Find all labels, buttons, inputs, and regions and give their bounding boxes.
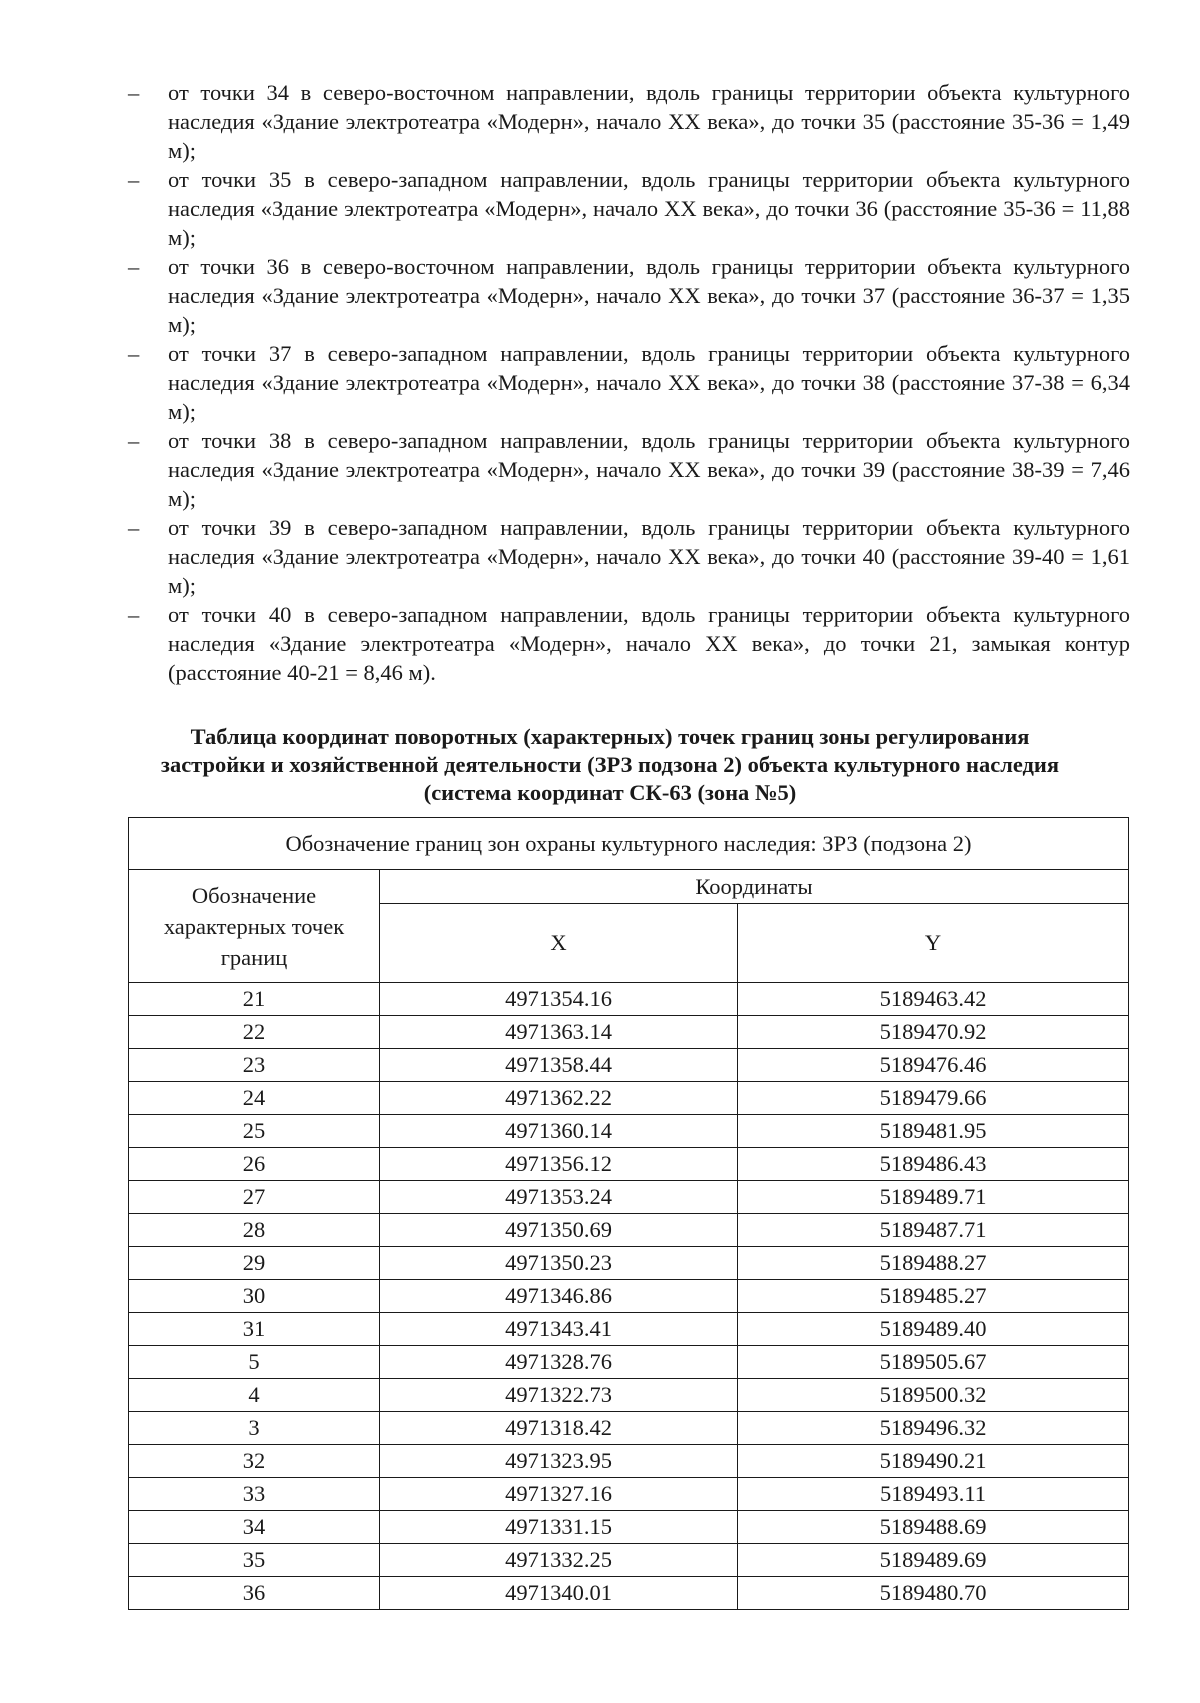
y-cell: 5189480.70 [738,1577,1129,1610]
y-cell: 5189500.32 [738,1379,1129,1412]
table-row [129,1181,1129,1214]
x-cell: 4971327.16 [380,1478,738,1511]
list-item [128,513,1130,600]
list-item [128,600,1130,687]
y-cell: 5189496.32 [738,1412,1129,1445]
table-row [129,1148,1129,1181]
table-row [129,1346,1129,1379]
list-marker: – [128,428,140,453]
list-item-text: от точки 39 в северо-западном направлении, вдоль границы территории объекта культурного наследия «Здание электротеатра «Модерн», начало XX века», до точки 40 (расстояние 39-40 = 1,61 м); [168,515,1130,598]
table-row [129,1016,1129,1049]
point-cell: 5 [129,1346,380,1379]
y-cell: 5189489.40 [738,1313,1129,1346]
list-item [128,339,1130,426]
y-cell: 5189486.43 [738,1148,1129,1181]
x-cell: 4971358.44 [380,1049,738,1082]
x-cell: 4971356.12 [380,1148,738,1181]
y-cell: 5189481.95 [738,1115,1129,1148]
point-cell: 3 [129,1412,380,1445]
x-cell: 4971332.25 [380,1544,738,1577]
table-caption: Обозначение границ зон охраны культурного наследия: ЗРЗ (подзона 2) [129,818,1129,870]
point-cell: 31 [129,1313,380,1346]
x-cell: 4971322.73 [380,1379,738,1412]
list-item [128,426,1130,513]
x-cell: 4971331.15 [380,1511,738,1544]
coordinates-column-header: Координаты [380,870,1129,904]
table-row [129,1478,1129,1511]
point-cell: 30 [129,1280,380,1313]
point-cell: 33 [129,1478,380,1511]
list-item [128,252,1130,339]
list-item-text: от точки 37 в северо-западном направлении, вдоль границы территории объекта культурного наследия «Здание электротеатра «Модерн», начало XX века», до точки 38 (расстояние 37-38 = 6,34 м); [168,341,1130,424]
x-cell: 4971353.24 [380,1181,738,1214]
list-marker: – [128,167,140,192]
point-cell: 23 [129,1049,380,1082]
point-column-header: Обозначение характерных точек границ [129,870,380,983]
x-cell: 4971340.01 [380,1577,738,1610]
point-cell: 27 [129,1181,380,1214]
point-cell: 26 [129,1148,380,1181]
y-cell: 5189488.69 [738,1511,1129,1544]
table-row [129,983,1129,1016]
list-marker: – [128,515,140,540]
table-row [129,1445,1129,1478]
table-row [129,1082,1129,1115]
x-cell: 4971350.69 [380,1214,738,1247]
list-item [128,165,1130,252]
y-cell: 5189489.69 [738,1544,1129,1577]
y-cell: 5189493.11 [738,1478,1129,1511]
list-marker: – [128,341,140,366]
y-cell: 5189479.66 [738,1082,1129,1115]
table-row [129,1049,1129,1082]
y-cell: 5189488.27 [738,1247,1129,1280]
table-row [129,1577,1129,1610]
list-marker: – [128,80,140,105]
y-cell: 5189489.71 [738,1181,1129,1214]
point-cell: 28 [129,1214,380,1247]
table-row [129,1511,1129,1544]
y-cell: 5189485.27 [738,1280,1129,1313]
point-cell: 29 [129,1247,380,1280]
table-row [129,1280,1129,1313]
y-cell: 5189476.46 [738,1049,1129,1082]
x-cell: 4971318.42 [380,1412,738,1445]
list-marker: – [128,254,140,279]
coordinates-table [128,817,1129,1610]
list-marker: – [128,602,140,627]
table-row [129,1214,1129,1247]
y-cell: 5189470.92 [738,1016,1129,1049]
list-item-text: от точки 38 в северо-западном направлении, вдоль границы территории объекта культурного наследия «Здание электротеатра «Модерн», начало XX века», до точки 39 (расстояние 38-39 = 7,46 м); [168,428,1130,511]
table-row [129,1313,1129,1346]
x-cell: 4971350.23 [380,1247,738,1280]
x-cell: 4971343.41 [380,1313,738,1346]
list-item [128,78,1130,165]
boundary-description-list [128,78,1130,687]
list-item-text: от точки 34 в северо-восточном направлении, вдоль границы территории объекта культурного наследия «Здание электротеатра «Модерн», начало XX века», до точки 35 (расстояние 35-36 = 1,49 м); [168,80,1130,163]
x-cell: 4971363.14 [380,1016,738,1049]
x-cell: 4971346.86 [380,1280,738,1313]
table-row [129,1247,1129,1280]
table-row [129,1379,1129,1412]
point-cell: 34 [129,1511,380,1544]
x-cell: 4971323.95 [380,1445,738,1478]
point-cell: 32 [129,1445,380,1478]
y-cell: 5189490.21 [738,1445,1129,1478]
point-cell: 21 [129,983,380,1016]
list-item-text: от точки 36 в северо-восточном направлении, вдоль границы территории объекта культурного наследия «Здание электротеатра «Модерн», начало XX века», до точки 37 (расстояние 36-37 = 1,35 м); [168,254,1130,337]
table-row [129,1544,1129,1577]
x-column-header: X [380,904,738,983]
x-cell: 4971354.16 [380,983,738,1016]
x-cell: 4971328.76 [380,1346,738,1379]
y-column-header: Y [738,904,1129,983]
y-cell: 5189463.42 [738,983,1129,1016]
y-cell: 5189487.71 [738,1214,1129,1247]
point-cell: 4 [129,1379,380,1412]
table-title: Таблица координат поворотных (характерных) точек границ зоны регулирования застройки и хозяйственной деятельности (ЗРЗ подзона 2) объекта культурного наследия (система координат СК-63 (зона №5) [160,724,1060,805]
x-cell: 4971362.22 [380,1082,738,1115]
list-item-text: от точки 40 в северо-западном направлении, вдоль границы территории объекта культурного наследия «Здание электротеатра «Модерн», начало XX века», до точки 21, замыкая контур (расстояние 40-21 = 8,46 м). [168,602,1130,685]
x-cell: 4971360.14 [380,1115,738,1148]
y-cell: 5189505.67 [738,1346,1129,1379]
table-row [129,1115,1129,1148]
list-item-text: от точки 35 в северо-западном направлении, вдоль границы территории объекта культурного наследия «Здание электротеатра «Модерн», начало XX века», до точки 36 (расстояние 35-36 = 11,88 м); [168,167,1130,250]
point-cell: 35 [129,1544,380,1577]
point-cell: 36 [129,1577,380,1610]
point-cell: 22 [129,1016,380,1049]
point-cell: 24 [129,1082,380,1115]
table-row [129,1412,1129,1445]
point-cell: 25 [129,1115,380,1148]
table-body [129,983,1129,1610]
